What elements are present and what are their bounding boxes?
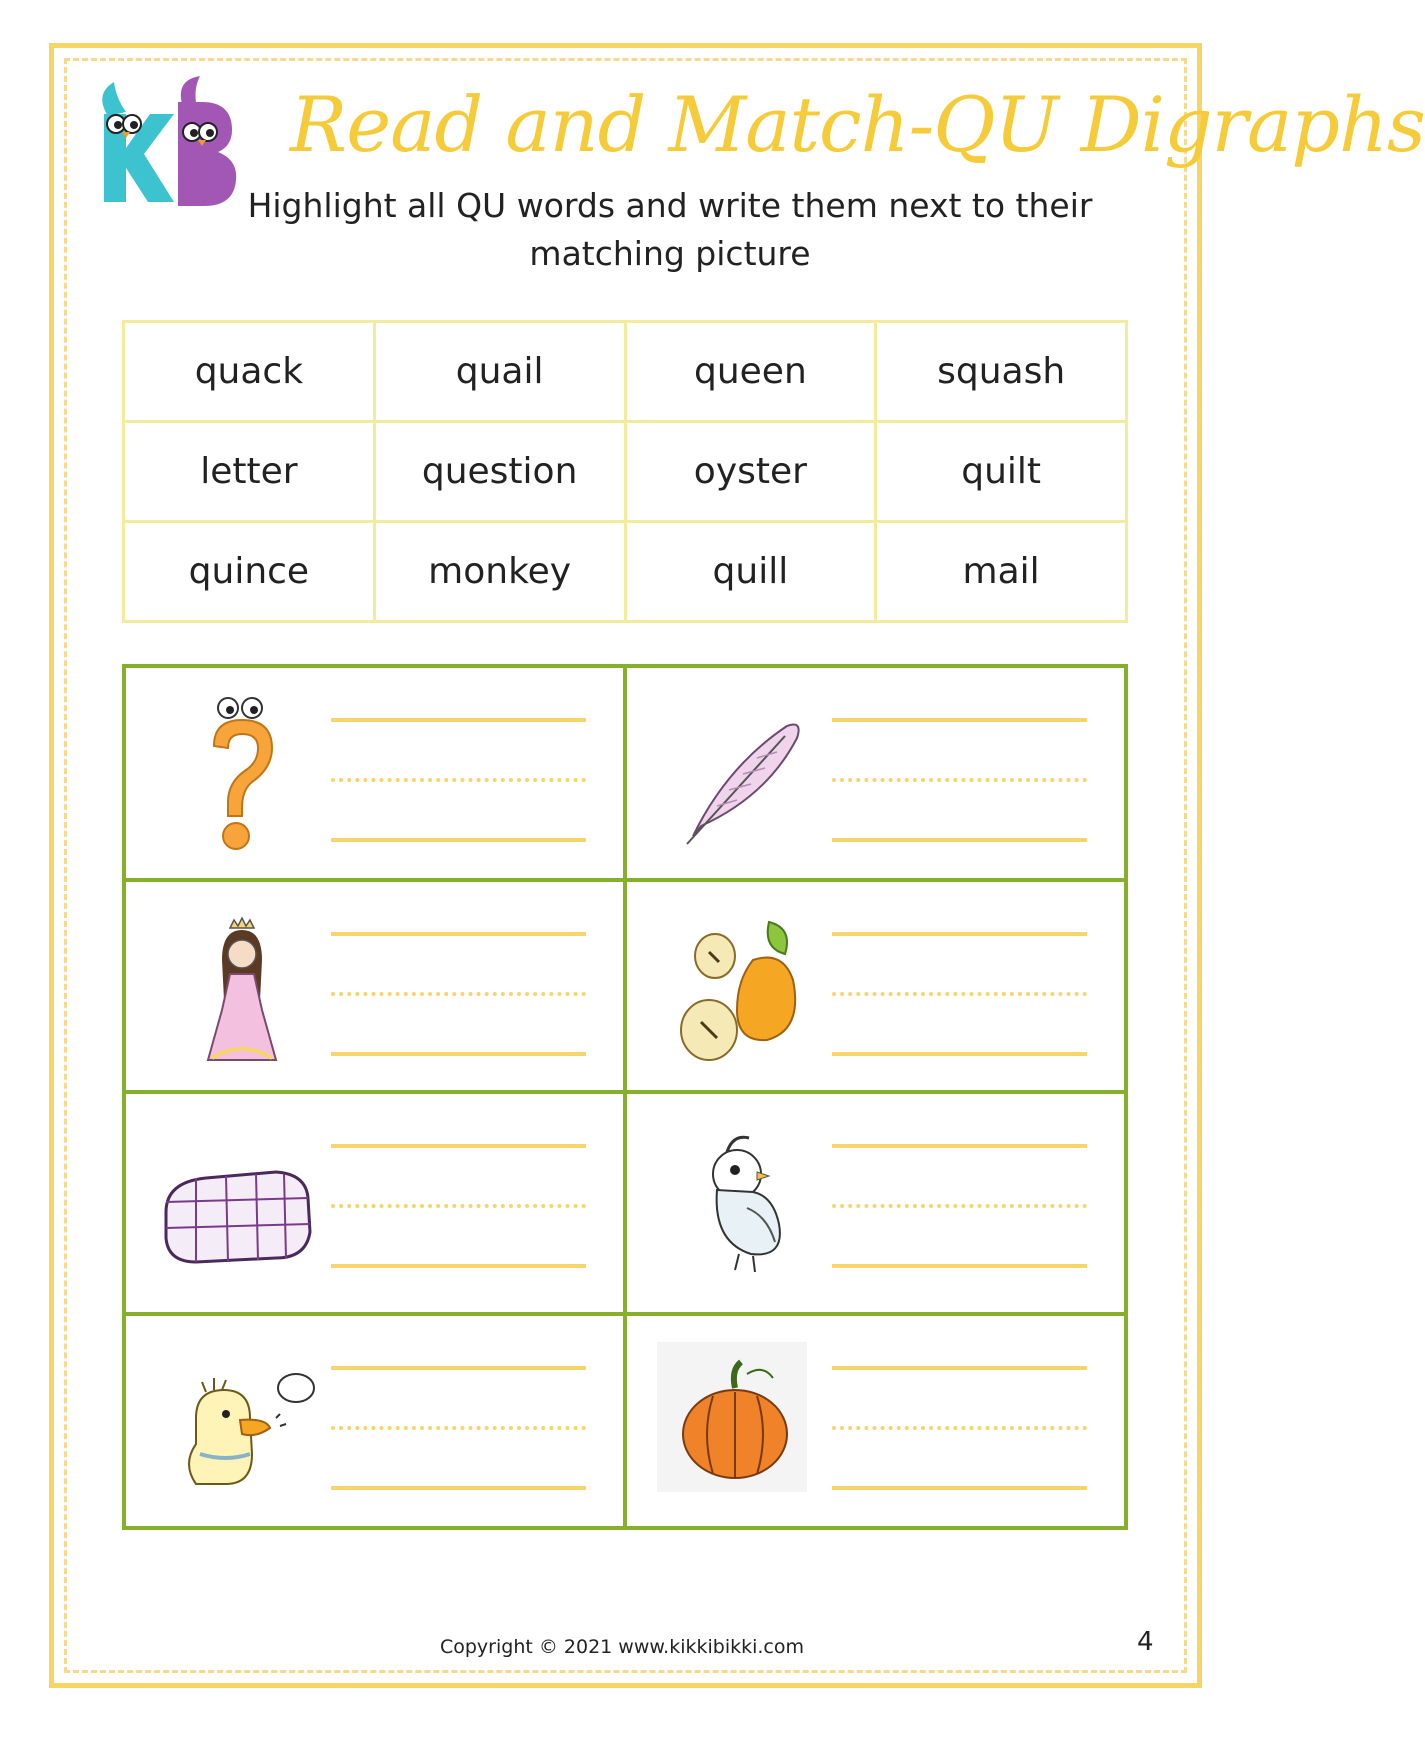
word-cell[interactable]: oyster bbox=[625, 422, 876, 522]
word-cell[interactable]: quilt bbox=[876, 422, 1127, 522]
word-bank-row bbox=[124, 422, 1127, 522]
page-title: Read and Match-QU Digraphs bbox=[290, 80, 1425, 169]
word-cell[interactable]: quail bbox=[374, 322, 625, 422]
word-bank-row bbox=[124, 522, 1127, 622]
top-line bbox=[331, 1366, 586, 1370]
instructions: Highlight all QU words and write them next to their matching picture bbox=[247, 186, 1093, 273]
duck-quacking-icon bbox=[156, 1334, 326, 1509]
match-cell bbox=[625, 1092, 1126, 1314]
base-line bbox=[331, 1486, 586, 1490]
top-line bbox=[832, 718, 1087, 722]
base-line bbox=[832, 1052, 1087, 1056]
top-line bbox=[331, 718, 586, 722]
match-cell bbox=[124, 1092, 625, 1314]
base-line bbox=[832, 838, 1087, 842]
middle-dotted-line bbox=[832, 1426, 1087, 1430]
question-mark-icon bbox=[156, 686, 326, 861]
quail-bird-icon bbox=[657, 1112, 827, 1287]
word-cell[interactable]: question bbox=[374, 422, 625, 522]
quince-fruit-icon bbox=[657, 900, 827, 1075]
match-row bbox=[124, 1092, 1126, 1314]
match-cell bbox=[625, 666, 1126, 880]
middle-dotted-line bbox=[832, 1204, 1087, 1208]
base-line bbox=[331, 1264, 586, 1268]
match-cell bbox=[625, 880, 1126, 1092]
base-line bbox=[331, 1052, 586, 1056]
word-bank-row bbox=[124, 322, 1127, 422]
copyright-notice: Copyright © 2021 www.kikkibikki.com bbox=[439, 1636, 805, 1658]
match-row bbox=[124, 1314, 1126, 1528]
word-cell[interactable]: quill bbox=[625, 522, 876, 622]
middle-dotted-line bbox=[331, 1426, 586, 1430]
feather-quill-icon bbox=[657, 686, 827, 861]
writing-lines[interactable] bbox=[832, 932, 1087, 1057]
pumpkin-icon bbox=[657, 1334, 827, 1509]
middle-dotted-line bbox=[331, 992, 586, 996]
writing-lines[interactable] bbox=[331, 1144, 586, 1269]
top-line bbox=[832, 1366, 1087, 1370]
top-line bbox=[331, 932, 586, 936]
base-line bbox=[832, 1264, 1087, 1268]
quilt-icon bbox=[156, 1112, 326, 1287]
word-cell[interactable]: quack bbox=[124, 322, 375, 422]
word-cell[interactable]: squash bbox=[876, 322, 1127, 422]
top-line bbox=[832, 1144, 1087, 1148]
word-bank-table bbox=[122, 320, 1128, 623]
kb-logo bbox=[86, 76, 246, 216]
middle-dotted-line bbox=[331, 778, 586, 782]
match-cell bbox=[124, 1314, 625, 1528]
word-cell[interactable]: queen bbox=[625, 322, 876, 422]
writing-lines[interactable] bbox=[832, 1366, 1087, 1491]
top-line bbox=[832, 932, 1087, 936]
word-cell[interactable]: letter bbox=[124, 422, 375, 522]
word-cell[interactable]: monkey bbox=[374, 522, 625, 622]
page-number: 4 bbox=[1137, 1627, 1154, 1657]
writing-lines[interactable] bbox=[832, 1144, 1087, 1269]
writing-lines[interactable] bbox=[331, 1366, 586, 1491]
match-cell bbox=[124, 666, 625, 880]
top-line bbox=[331, 1144, 586, 1148]
word-cell[interactable]: quince bbox=[124, 522, 375, 622]
match-row bbox=[124, 880, 1126, 1092]
match-cell bbox=[124, 880, 625, 1092]
writing-lines[interactable] bbox=[331, 718, 586, 843]
match-row bbox=[124, 666, 1126, 880]
base-line bbox=[832, 1486, 1087, 1490]
writing-lines[interactable] bbox=[832, 718, 1087, 843]
writing-lines[interactable] bbox=[331, 932, 586, 1057]
word-cell[interactable]: mail bbox=[876, 522, 1127, 622]
base-line bbox=[331, 838, 586, 842]
middle-dotted-line bbox=[331, 1204, 586, 1208]
match-grid bbox=[122, 664, 1128, 1530]
middle-dotted-line bbox=[832, 778, 1087, 782]
queen-icon bbox=[156, 900, 326, 1075]
middle-dotted-line bbox=[832, 992, 1087, 996]
match-cell bbox=[625, 1314, 1126, 1528]
